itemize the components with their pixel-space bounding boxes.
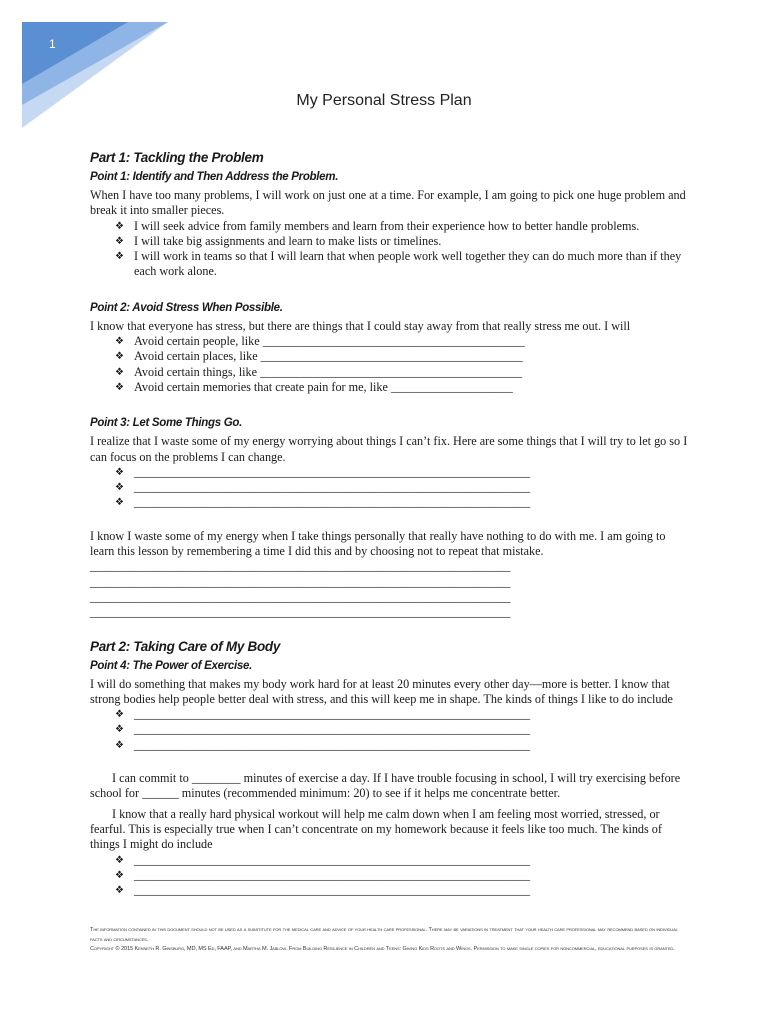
diamond-bullet-icon: ❖ xyxy=(115,251,124,263)
point3-bullet-list xyxy=(90,465,690,511)
diamond-bullet-icon: ❖ xyxy=(115,869,124,881)
footer-copyright: Copyright © 2015 Kenneth R. Ginsburg, MD, MS Ed, FAAP, and Martha M. Jablow. From Building Resilience in Children and Teens: Giving Kids Roots and Wings. Permission to make single copies for noncommercial, educational purposes is granted. xyxy=(90,946,675,952)
list-item[interactable]: ❖ _________________________________________________________________ xyxy=(115,495,531,510)
list-item: ❖ I will seek advice from family members and learn from their experience how to better handle problems. xyxy=(115,218,640,233)
list-item[interactable]: ❖ _________________________________________________________________ xyxy=(115,707,531,722)
answer-line[interactable]: _____________________________________________________________________ xyxy=(90,589,511,604)
list-item[interactable]: ❖ _________________________________________________________________ xyxy=(115,867,531,882)
point2-intro: I know that everyone has stress, but there are things that I could stay away from that really stress me out. I will xyxy=(90,318,631,333)
list-item[interactable]: ❖ _________________________________________________________________ xyxy=(115,883,531,898)
part1-heading: Part 1: Tackling the Problem xyxy=(90,150,264,165)
diamond-bullet-icon: ❖ xyxy=(115,235,124,247)
point4-bullet-list xyxy=(90,707,690,753)
diamond-bullet-icon: ❖ xyxy=(115,466,124,478)
point2-heading: Point 2: Avoid Stress When Possible. xyxy=(90,301,283,314)
diamond-bullet-icon: ❖ xyxy=(115,351,124,363)
answer-line[interactable]: _____________________________________________________________________ xyxy=(90,574,511,589)
answer-line[interactable]: _____________________________________________________________________ xyxy=(90,559,511,574)
list-item[interactable]: ❖ Avoid certain places, like ___________________________________________ xyxy=(115,349,523,364)
diamond-bullet-icon: ❖ xyxy=(115,739,124,751)
diamond-bullet-icon: ❖ xyxy=(115,220,124,232)
diamond-bullet-icon: ❖ xyxy=(115,381,124,393)
diamond-bullet-icon: ❖ xyxy=(115,724,124,736)
diamond-bullet-icon: ❖ xyxy=(115,497,124,509)
footer-legal xyxy=(90,926,690,955)
diamond-bullet-icon: ❖ xyxy=(115,709,124,721)
diamond-bullet-icon: ❖ xyxy=(115,885,124,897)
list-item[interactable]: ❖ _________________________________________________________________ xyxy=(115,480,531,495)
workout-paragraph: I know that a really hard physical workout will help me calm down when I am feeling most worried, stressed, or fearful. This is especially true when I can’t concentrate on my homework because it feels like too much. The kinds of things I might do include xyxy=(90,806,662,852)
list-item[interactable]: ❖ Avoid certain people, like ___________________________________________ xyxy=(115,334,525,349)
diamond-bullet-icon: ❖ xyxy=(115,482,124,494)
diamond-bullet-icon: ❖ xyxy=(115,336,124,348)
answer-line[interactable]: _____________________________________________________________________ xyxy=(90,605,511,620)
workout-bullet-list xyxy=(90,853,690,899)
commit-paragraph: I can commit to ________ minutes of exercise a day. If I have trouble focusing in school, I will try exercising before school for ______ minutes (recommended minimum: 20) to see if it helps me concentrate better. xyxy=(90,771,681,801)
list-item: ❖ I will work in teams so that I will learn that when people work well together they can do much more than if they each work alone. xyxy=(115,249,682,279)
list-item[interactable]: ❖ _________________________________________________________________ xyxy=(115,737,531,752)
point1-heading: Point 1: Identify and Then Address the Problem. xyxy=(90,171,339,183)
diamond-bullet-icon: ❖ xyxy=(115,366,124,378)
point2-bullet-list xyxy=(90,334,690,395)
point1-bullet-list xyxy=(90,219,690,280)
list-item[interactable]: ❖ Avoid certain memories that create pain for me, like ____________________ xyxy=(115,379,513,394)
document-body xyxy=(90,150,690,898)
point3-paragraph: I know I waste some of my energy when I take things personally that really have nothing to do with me. I am going to learn this lesson by remembering a time I did this and by choosing not to repeat that mistake. xyxy=(90,528,666,559)
list-item[interactable]: ❖ _________________________________________________________________ xyxy=(115,852,531,867)
point3-heading: Point 3: Let Some Things Go. xyxy=(90,417,242,430)
corner-accent-graphic xyxy=(0,0,180,135)
point3-intro: I realize that I waste some of my energy worrying about things I can’t fix. Here are some things that I will try to let go so I can focus on the problems I can change. xyxy=(90,434,688,464)
footer-disclaimer: The information contained in this document should not be used as a substitute for the medical care and advice of your health care professional. There may be variations in treatment that your health care professional may recommend based on individual facts and circumstances. xyxy=(90,927,678,943)
point4-intro: I will do something that makes my body work hard for at least 20 minutes every other day—more is better. I know that strong bodies help people better deal with stress, and this will keep me in shape. The kinds of things I like to do include xyxy=(90,676,673,706)
list-item[interactable]: ❖ Avoid certain things, like ___________________________________________ xyxy=(115,364,523,379)
list-item: ❖ I will take big assignments and learn to make lists or timelines. xyxy=(115,233,442,248)
list-item[interactable]: ❖ _________________________________________________________________ xyxy=(115,464,531,479)
diamond-bullet-icon: ❖ xyxy=(115,854,124,866)
part2-heading: Part 2: Taking Care of My Body xyxy=(90,638,281,654)
point1-intro: When I have too many problems, I will work on just one at a time. For example, I am going to pick one huge problem and break it into smaller pieces. xyxy=(90,188,686,218)
document-title: My Personal Stress Plan xyxy=(296,92,472,109)
list-item[interactable]: ❖ _________________________________________________________________ xyxy=(115,722,531,737)
page-number: 1 xyxy=(49,37,56,51)
point4-heading: Point 4: The Power of Exercise. xyxy=(90,659,252,672)
